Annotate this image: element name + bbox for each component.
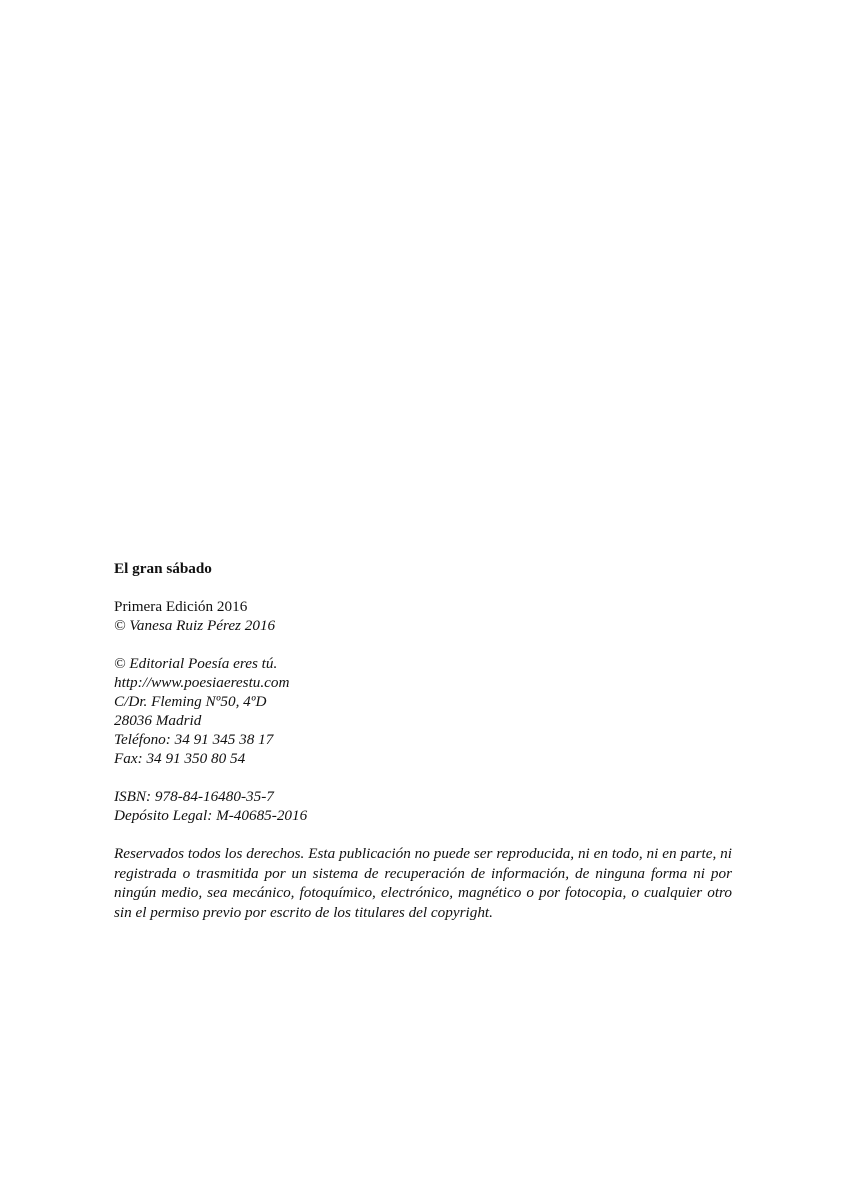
author-copyright: © Vanesa Ruiz Pérez 2016 [114,617,276,634]
publisher-block [114,654,734,768]
isbn: ISBN: 978-84-16480-35-7 [114,788,274,805]
publisher-address: C/Dr. Fleming Nº50, 4ºD [114,693,267,710]
edition-line: Primera Edición 2016 [114,598,248,615]
colophon [114,559,734,922]
identifiers-block [114,787,734,825]
edition-block [114,597,734,635]
publisher-phone: Teléfono: 34 91 345 38 17 [114,731,274,748]
publisher-website: http://www.poesiaerestu.com [114,674,290,691]
publisher-name: © Editorial Poesía eres tú. [114,655,278,672]
rights-notice: Reservados todos los derechos. Esta publicación no puede ser reproducida, ni en todo, ni en parte, ni registrada o trasmitida por un sistema de recuperación de información, de ninguna forma ni por ningún medio, sea mecánico, fotoquímico, electrónico, magnético o por fotocopia, o cualquier otro sin el permiso previo por escrito de los titulares del copyright. [114,845,732,921]
legal-deposit: Depósito Legal: M-40685-2016 [114,807,308,824]
book-title: El gran sábado [114,560,212,577]
publisher-fax: Fax: 34 91 350 80 54 [114,750,246,767]
publisher-city: 28036 Madrid [114,712,202,729]
